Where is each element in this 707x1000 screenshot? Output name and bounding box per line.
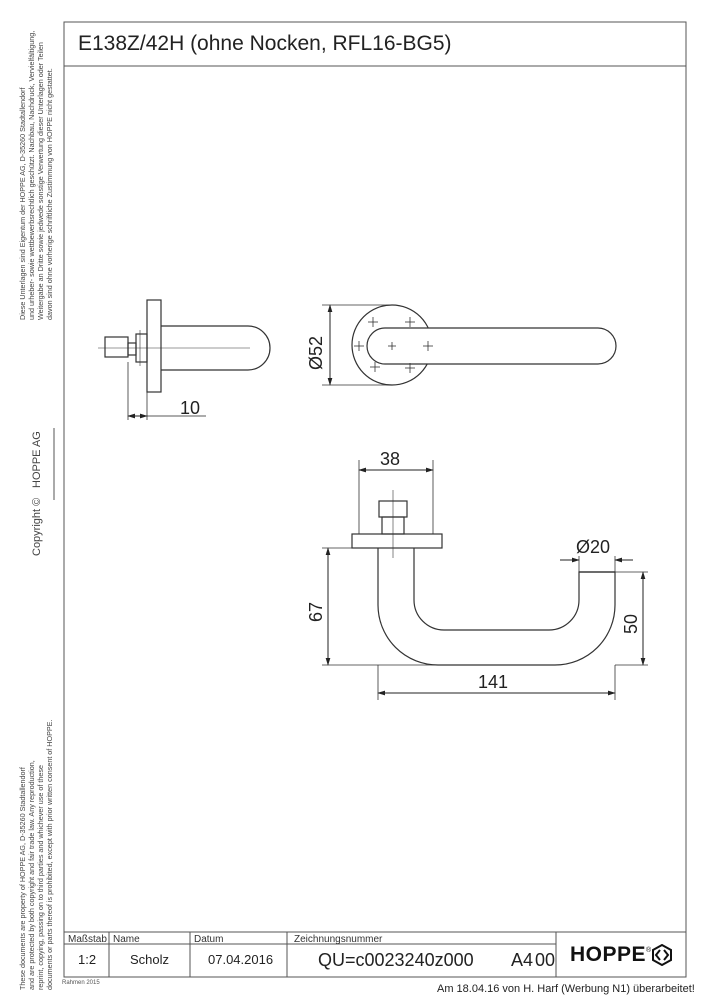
front-view bbox=[322, 305, 616, 385]
drawing-number-label: Zeichnungsnummer bbox=[294, 934, 383, 945]
frame-note: Rahmen 2015 bbox=[62, 980, 100, 986]
copyright-notice-de: Diese Unterlagen sind Eigentum der HOPPE AG, D-35260 Stadtallendorf und urheber- sowie wettbewerbsrechtlich geschützt. Nachbau, Nachdruck, Vervielfältigung, Weitergabe an Dritte sowie jedwede sonstige Verwertung dieser Unterlagen oder Teilen davon sind ohne vorherige schriftliche Zustimmung von HOPPE nicht gestattet. bbox=[18, 30, 54, 320]
hoppe-hexagon-icon bbox=[652, 944, 672, 966]
handle-view bbox=[322, 460, 648, 700]
dim-label-50: 50 bbox=[621, 613, 641, 634]
registered-mark: ® bbox=[646, 946, 652, 954]
drawing-number-value: QU=c0023240z000 bbox=[318, 950, 474, 970]
copyright-notice-en: These documents are property of HOPPE AG, D-35260 Stadtallendorf and are protected by both copyright and fair trade law. Any reproduction, reprint, copying, passing on to third parties and whichever use of these documents or parts thereof is prohibited, except with prior written consent of HOPPE. bbox=[18, 719, 54, 990]
date-value: 07.04.2016 bbox=[208, 952, 274, 967]
scale-label: Maßstab bbox=[68, 934, 107, 945]
dim-label-38: 38 bbox=[380, 449, 401, 469]
revision: 00 bbox=[535, 950, 556, 970]
name-label: Name bbox=[113, 934, 140, 945]
copyright-label: Copyright © bbox=[31, 497, 43, 556]
hoppe-logo bbox=[570, 942, 684, 968]
date-label: Datum bbox=[194, 934, 224, 945]
dim-label-10: 10 bbox=[180, 398, 201, 418]
revision-note: Am 18.04.16 von H. Harf (Werbung N1) überarbeitet! bbox=[437, 983, 695, 995]
company-name: HOPPE AG bbox=[31, 431, 43, 488]
scale-value: 1:2 bbox=[78, 952, 97, 967]
drawing-title: E138Z/42H (ohne Nocken, RFL16-BG5) bbox=[78, 32, 452, 55]
dim-label-67: 67 bbox=[306, 601, 326, 622]
name-value: Scholz bbox=[130, 952, 170, 967]
dim-label-141: 141 bbox=[478, 672, 509, 692]
paper-format: A4 bbox=[511, 950, 534, 970]
hoppe-logo-text: HOPPE bbox=[570, 943, 647, 966]
dim-label-d52: Ø52 bbox=[306, 335, 326, 370]
dim-label-d20: Ø20 bbox=[576, 537, 611, 557]
